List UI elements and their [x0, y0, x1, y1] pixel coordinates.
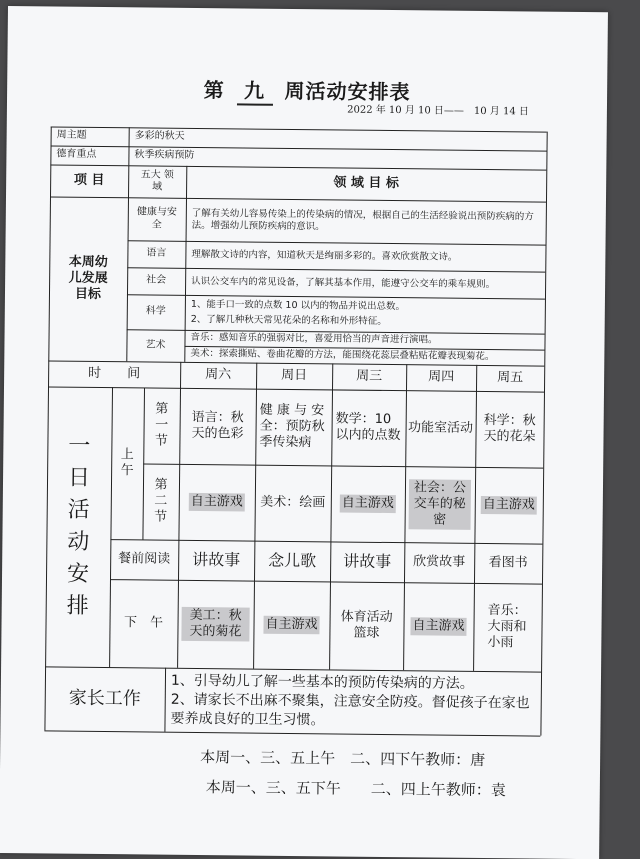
goal-health: 了解有关幼儿容易传染上的传染病的情况，根据自己的生活经验说出预防疾病的方法。增强幼儿预防疾病的意识。 — [191, 207, 534, 232]
afternoon-text: 自主游戏 — [263, 616, 319, 635]
moral-label: 德育重点 — [56, 148, 97, 161]
parents-line2: 2、请家长不出麻不聚集，注意安全防疫。督促孩子在家也要养成良好的卫生习惯。 — [170, 691, 530, 729]
moral-value: 秋季疾病预防 — [134, 149, 195, 162]
period2-label: 第二节 — [154, 477, 168, 525]
day-header: 周三 — [356, 368, 383, 384]
reading-label: 餐前阅读 — [118, 551, 171, 567]
reading-cell: 念儿歌 — [268, 550, 317, 571]
period1-label: 第一节 — [154, 401, 169, 449]
period1-cell: 语言：秋天的色彩 — [191, 409, 244, 442]
period2-cell: 美术：绘画 — [260, 494, 326, 511]
period2-cell — [404, 466, 475, 543]
document-page — [0, 6, 608, 859]
goal-science-line1: 1、能手口一致的点数 10 以内的物品并说出总数。 — [190, 298, 406, 313]
table-grid — [8, 6, 608, 12]
goal-science-line2: 2、了解几种秋天常见花朵的名称和外形特征。 — [190, 313, 387, 327]
afternoon-cell: 体育活动篮球 — [340, 609, 393, 641]
afternoon-cell — [253, 581, 330, 670]
period2-text: 自主游戏 — [189, 493, 245, 512]
domain-social: 社会 — [146, 274, 167, 286]
goal-science — [191, 297, 541, 331]
target-header: 领 域 目 标 — [333, 175, 400, 191]
parents-content — [170, 672, 537, 733]
period1-cell: 功能室活动 — [408, 420, 474, 436]
theme-value: 多彩的秋天 — [134, 130, 185, 143]
period2-text: 自主游戏 — [481, 496, 537, 515]
day-header: 周日 — [281, 367, 308, 384]
period2-cell — [178, 464, 255, 541]
date-range: 2022 年 10 月 10 日—— 10 月 14 日 — [347, 104, 529, 118]
afternoon-cell: 音乐：大雨和小雨 — [487, 602, 527, 651]
parents-label: 家长工作 — [68, 687, 141, 710]
title-prefix: 第 — [203, 78, 225, 103]
period2-cell — [330, 465, 405, 542]
week-number: 九 — [236, 74, 272, 105]
goals-side-label: 本周幼儿发展目标 — [68, 254, 108, 303]
reading-cell: 欣赏故事 — [413, 554, 466, 570]
day-header: 周五 — [497, 370, 524, 386]
time-label: 时 间 — [88, 365, 141, 382]
period1-cell: 科学：秋天的花朵 — [483, 412, 536, 445]
reading-cell: 看图书 — [488, 554, 528, 571]
domain-science: 科学 — [145, 305, 166, 317]
parents-line1: 1、引导幼儿了解一些基本的预防传染病的方法。 — [170, 672, 474, 692]
item-header: 项 目 — [73, 172, 105, 188]
reading-cell: 讲故事 — [192, 549, 241, 570]
afternoon-cell — [403, 582, 474, 671]
domain-art: 艺术 — [145, 339, 166, 351]
period2-text: 社会：公交车的秘密 — [409, 479, 472, 530]
theme-label: 周主题 — [56, 129, 87, 142]
period2-text: 自主游戏 — [340, 494, 396, 513]
schedule-side-label: 一日活动安排 — [66, 433, 91, 619]
footer-teacher-2: 本周一、三、五下午 二、四上午教师：袁 — [205, 778, 506, 800]
afternoon-text: 自主游戏 — [410, 617, 466, 636]
domain-language: 语言 — [146, 247, 167, 259]
afternoon-text: 美工：秋天的菊花 — [181, 607, 249, 642]
domain-health: 健康与安全 — [136, 206, 177, 231]
afternoon-cell — [177, 580, 254, 669]
goal-language: 理解散文诗的内容，知道秋天是绚丽多彩的。喜欢欣赏散文诗。 — [191, 248, 458, 263]
goal-art-music: 音乐：感知音乐的强弱对比，喜爱用恰当的声音进行演唱。 — [190, 331, 438, 346]
goal-social: 认识公交车内的常见设备，了解其基本作用，能遵守公交车的乘车规则。 — [191, 275, 496, 290]
footer-teacher-1: 本周一、三、五上午 二、四下午教师：唐 — [200, 748, 486, 770]
period1-cell: 健 康 与 安 全：预防秋季传染病 — [259, 402, 325, 451]
period2-cell — [474, 467, 543, 544]
domain-header: 五大 领 域 — [140, 168, 174, 193]
day-header: 周四 — [428, 369, 455, 385]
period1-cell: 数学：10 以内的点数 — [335, 411, 401, 444]
reading-cell: 讲故事 — [343, 551, 392, 572]
title-suffix: 周活动安排表 — [284, 78, 411, 105]
morning-label: 上午 — [120, 446, 134, 479]
afternoon-label: 下 午 — [123, 615, 164, 631]
goal-art-painting: 美术：探索撕贴、卷曲花瓣的方法，能围绕花蕊层叠粘贴花瓣表现菊花。 — [190, 347, 495, 363]
day-header: 周六 — [205, 366, 232, 383]
